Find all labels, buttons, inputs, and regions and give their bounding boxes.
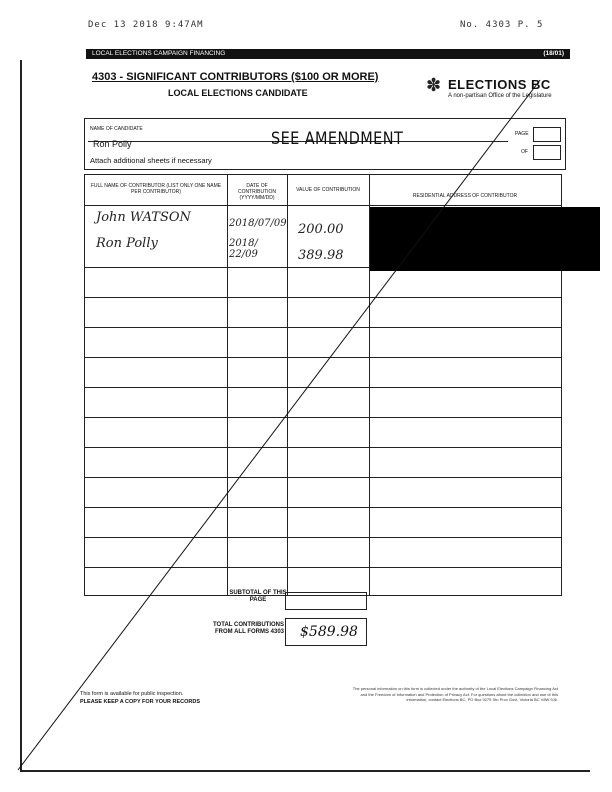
fax-page-number: No. 4303 P. 5: [460, 20, 544, 30]
candidate-name: Ron Polly: [93, 139, 132, 149]
banner-form-version: (18/01): [543, 50, 564, 57]
public-inspection-note: This form is available for public inspection.: [80, 691, 184, 697]
total-value: $589.98: [300, 624, 358, 640]
amendment-note: SEE AMENDMENT: [271, 129, 404, 149]
form-title: 4303 - SIGNIFICANT CONTRIBUTORS ($100 OR MORE): [92, 71, 379, 83]
page-label: PAGE: [515, 131, 529, 137]
header-contribution-value: VALUE OF CONTRIBUTION: [296, 187, 360, 193]
form-subtitle: LOCAL ELECTIONS CANDIDATE: [168, 88, 308, 98]
header-contribution-date: DATE OF CONTRIBUTION (YYYY/MM/DD): [237, 183, 277, 201]
row1-contribution-value: 200.00: [298, 222, 344, 237]
banner-title: LOCAL ELECTIONS CAMPAIGN FINANCING: [92, 50, 226, 57]
of-label: OF: [521, 149, 528, 155]
row2-contribution-date: 2018/ 22/09: [229, 238, 258, 260]
privacy-notice: The personal information on this form is collected under the authority of the Local Elections Campaign Financing Act and the Freedom of Information and Protection of Privacy Act. For questions about the collection and use of this information, contact Elections BC, PO Box 9275 Stn Prov Govt, Victoria BC V8W 9J6.: [352, 686, 558, 702]
header-contributor-name: FULL NAME OF CONTRIBUTOR (LIST ONLY ONE NAME PER CONTRIBUTOR): [90, 183, 222, 195]
fax-timestamp: Dec 13 2018 9:47AM: [88, 20, 204, 30]
logo-tagline: A non-partisan Office of the Legislature: [448, 93, 552, 99]
logo-mark-icon: ✽: [426, 75, 442, 95]
total-label: TOTAL CONTRIBUTIONS FROM ALL FORMS 4303: [213, 622, 284, 635]
header-residential-address: RESIDENTIAL ADDRESS OF CONTRIBUTOR: [412, 193, 518, 199]
row1-contribution-date: 2018/07/09: [229, 218, 287, 229]
row2-contributor-name: Ron Polly: [96, 236, 158, 251]
attach-sheets-note: Attach additional sheets if necessary: [90, 156, 212, 165]
candidate-name-label: NAME OF CANDIDATE: [90, 126, 143, 132]
row2-contribution-value: 389.98: [298, 248, 344, 263]
row1-contributor-name: John WATSON: [96, 210, 191, 225]
logo-wordmark: ELECTIONS BC: [448, 77, 551, 92]
keep-copy-note: PLEASE KEEP A COPY FOR YOUR RECORDS: [80, 699, 201, 705]
subtotal-label: SUBTOTAL OF THIS PAGE: [229, 590, 287, 603]
